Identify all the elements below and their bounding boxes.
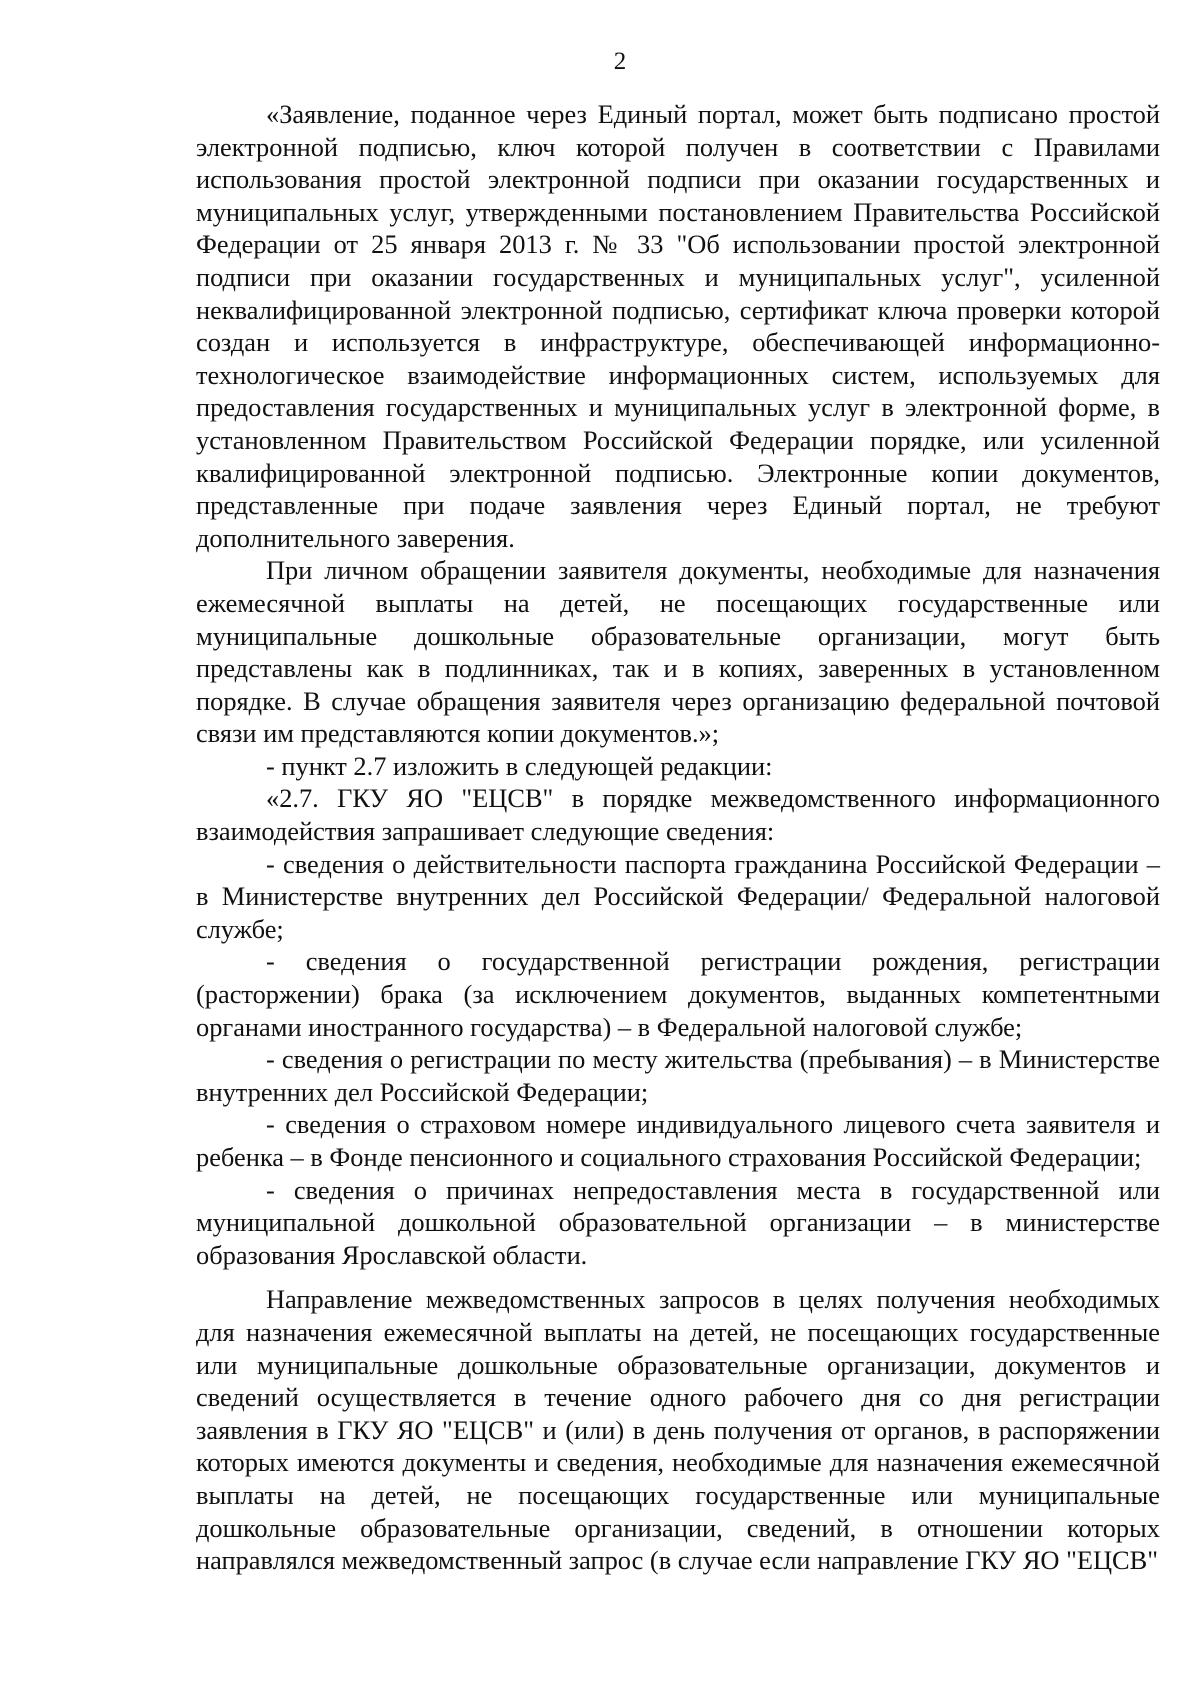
paragraph-interagency-requests: Направление межведомственных запросов в целях получения необходимых для назначения ежемесячной выплаты на детей, не посещающих государственные или муниципальные дошкольные образовательные организации, документов и сведений осуществляется в течение одного рабочего дня со дня регистрации заявления в ГКУ ЯО "ЕЦСВ" и (или) в день получения от органов, в распоряжении которых имеются документы и сведения, необходимые для назначения ежемесячной выплаты на детей, не посещающих государственные или муниципальные дошкольные образовательные организации, сведений, в отношении которых направлялся межведомственный запрос (в случае если направление ГКУ ЯО "ЕЦСВ" [196,1284,1160,1576]
paragraph-amendment-2-7: - пункт 2.7 изложить в следующей редакции: [266,750,773,781]
document-body [196,98,1160,1577]
list-item-passport: - сведения о действительности паспорта гражданина Российской Федерации – в Министерстве внутренних дел Российской Федерации/ Федеральной налоговой службе; [196,848,1160,944]
list-item-insurance-number: - сведения о страховом номере индивидуального лицевого счета заявителя и ребенка – в Фонде пенсионного и социального страхования Российской Федерации; [196,1109,1160,1172]
list-item-civil-registration: - сведения о государственной регистрации рождения, регистрации (расторжении) брака (за исключением документов, выданных компетентными органами иностранного государства) – в Федеральной налоговой службе; [196,946,1160,1042]
paragraph-signature-rules: «Заявление, поданное через Единый портал, может быть подписано простой электронной подписью, ключ которой получен в соответствии с Правилами использования простой электронной подписи при оказании государственных и муниципальных услуг, утвержденными постановлением Правительства Российской Федерации от 25 января 2013 г. № 33 "Об использовании простой электронной подписи при оказании государственных и муниципальных услуг", усиленной неквалифицированной электронной подписью, сертификат ключа проверки которой создан и используется в инфраструктуре, обеспечивающей информационно-технологическое взаимодействие информационных систем, используемых для предоставления государственных и муниципальных услуг в электронной форме, в установленном Правительством Российской Федерации порядке, или усиленной квалифицированной электронной подписью. Электронные копии документов, представленные при подаче заявления через Единый портал, не требуют дополнительного заверения. [196,99,1160,553]
page-number: 2 [613,48,627,75]
list-item-kindergarten: - сведения о причинах непредоставления места в государственной или муниципальной дошкольной образовательной организации – в министерстве образования Ярославской области. [196,1174,1160,1270]
paragraph-personal-submission: При личном обращении заявителя документы, необходимые для назначения ежемесячной выплаты на детей, не посещающих государственные или муниципальные дошкольные образовательные организации, могут быть представлены как в подлинниках, так и в копиях, заверенных в установленном порядке. В случае обращения заявителя через организацию федеральной почтовой связи им представляются копии документов.»; [196,555,1160,749]
paragraph-2-7-intro: «2.7. ГКУ ЯО "ЕЦСВ" в порядке межведомственного информационного взаимодействия запрашивает следующие сведения: [196,783,1160,847]
list-item-residence: - сведения о регистрации по месту жительства (пребывания) – в Министерстве внутренних дел Российской Федерации; [196,1044,1160,1107]
